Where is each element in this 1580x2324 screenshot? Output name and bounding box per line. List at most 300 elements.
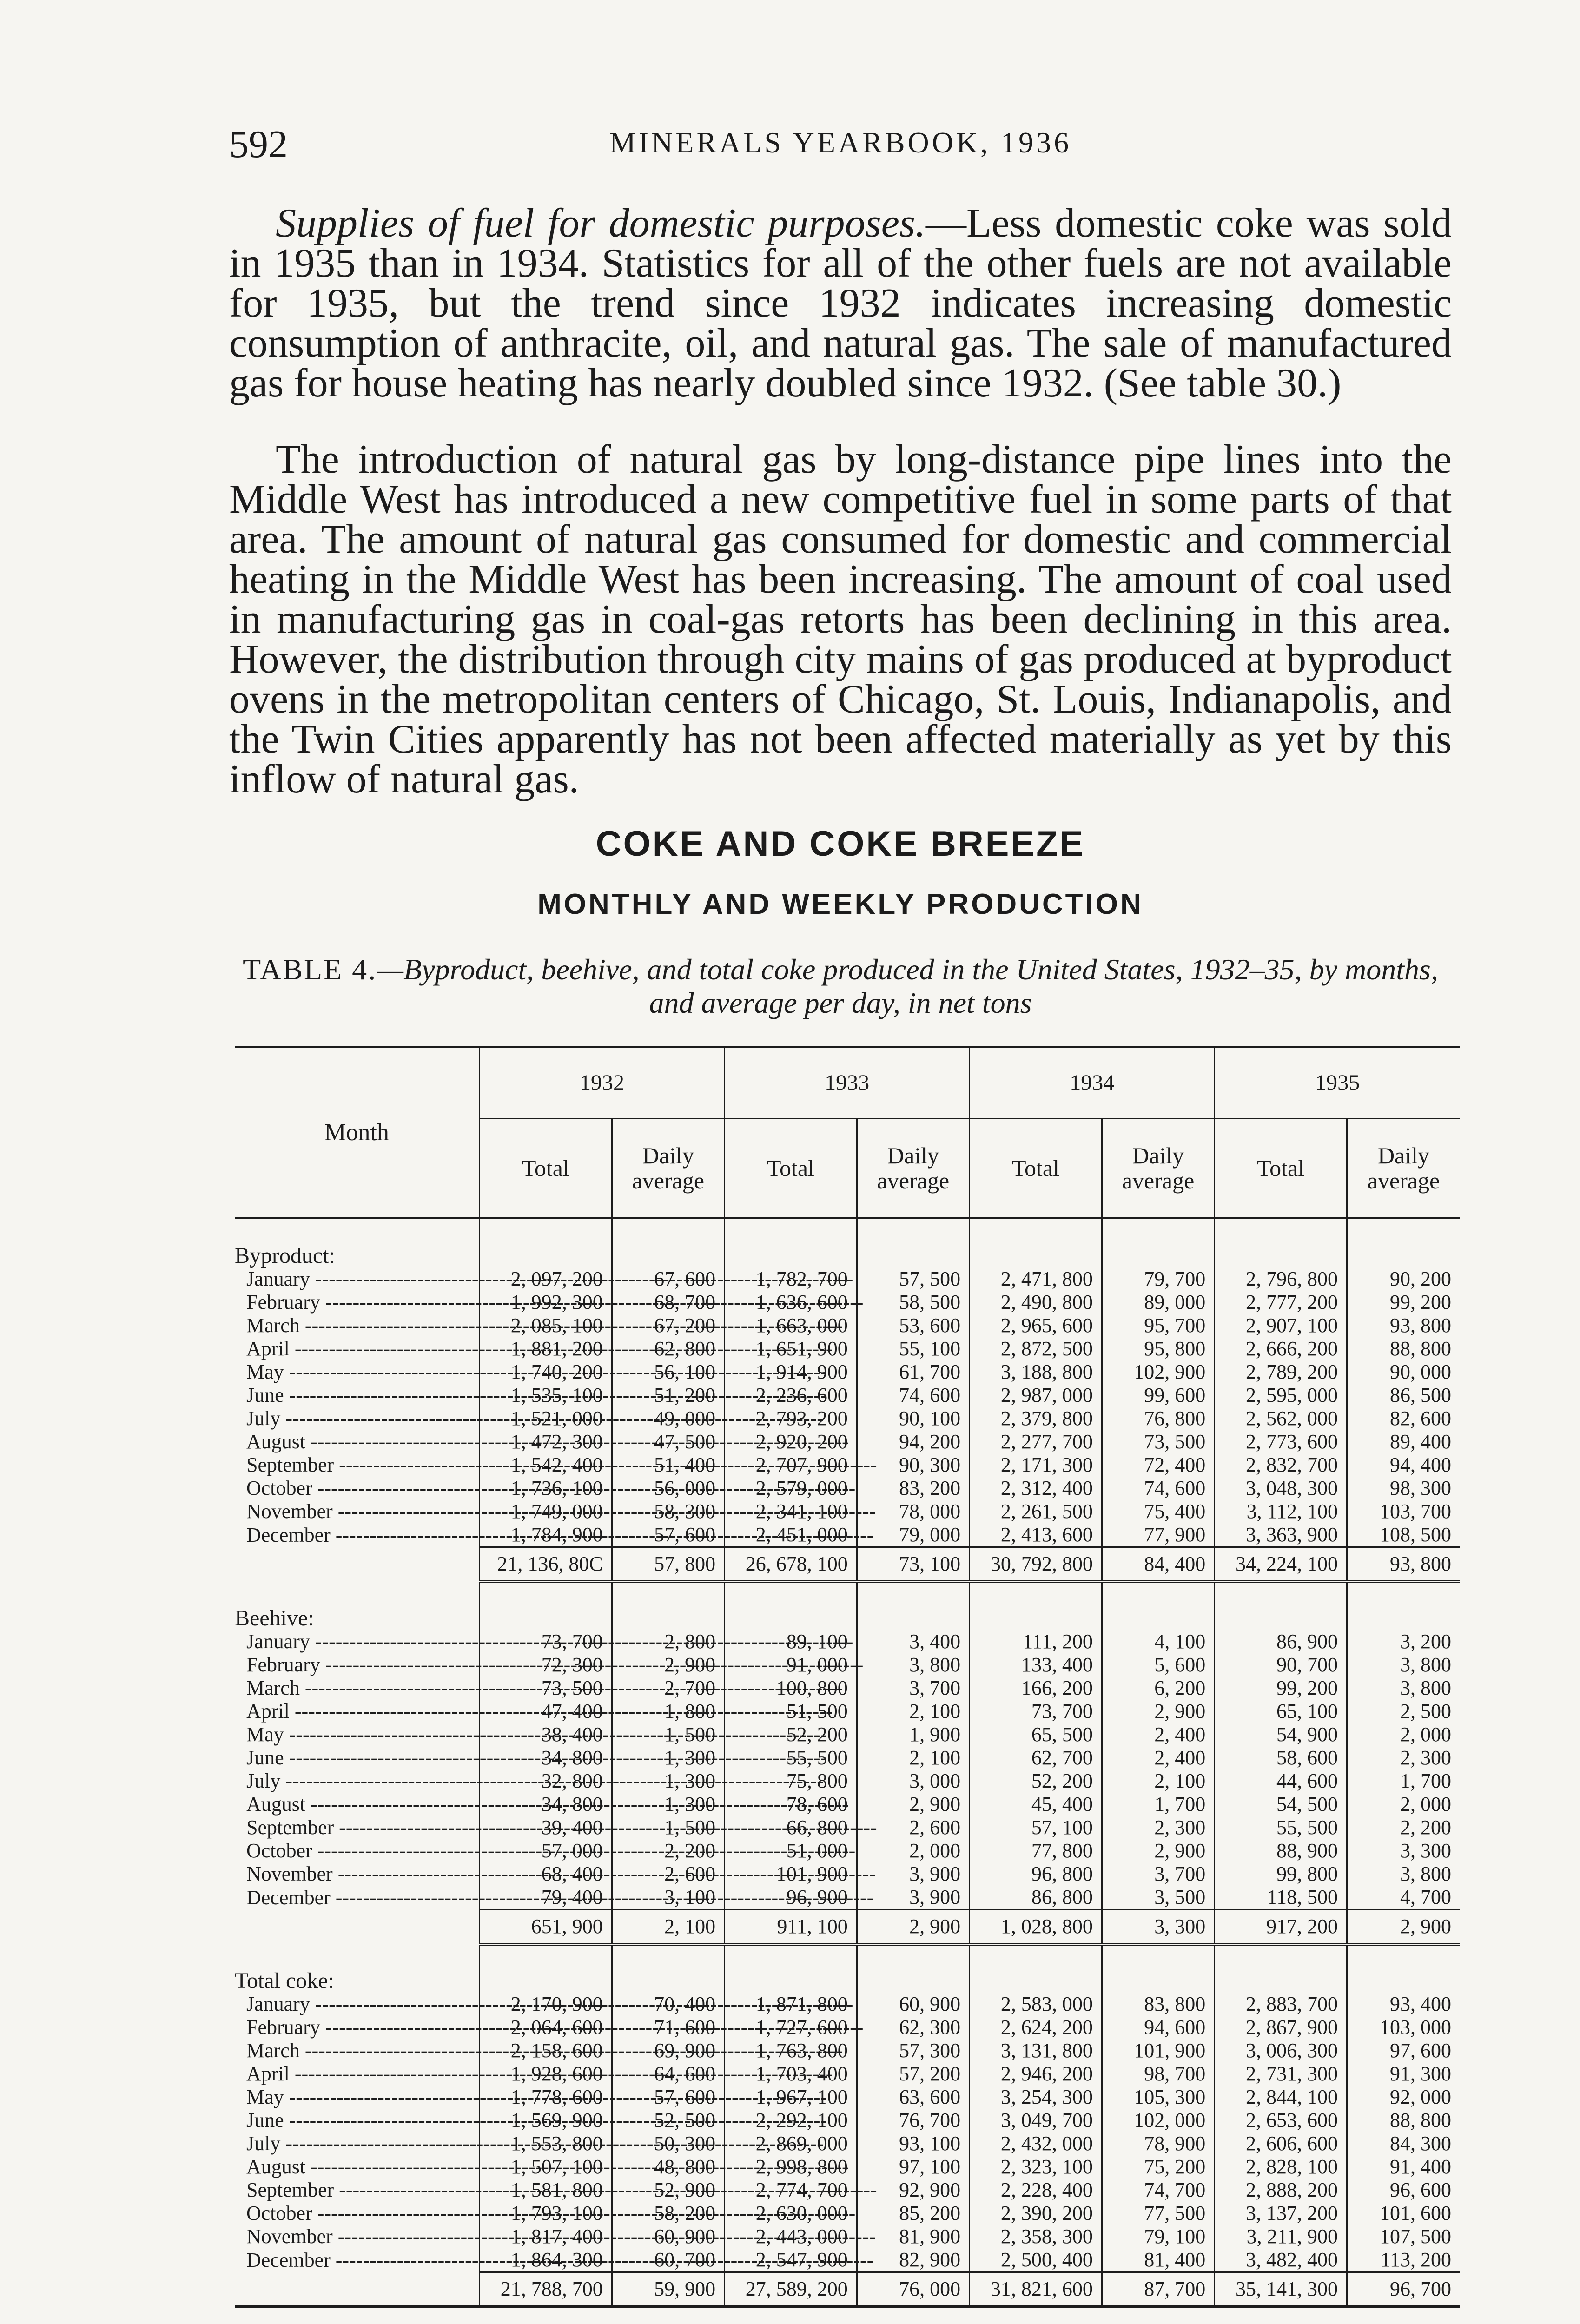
daily-average-cell: 3, 800 bbox=[1347, 1862, 1460, 1886]
group-daily-average-cell: 2, 100 bbox=[612, 1910, 724, 1945]
group-total-cell: 21, 136, 80C bbox=[480, 1547, 612, 1582]
total-cell: 2, 292, 100 bbox=[725, 2109, 857, 2132]
daily-average-column-header: Daily average bbox=[612, 1119, 724, 1218]
coke-production-table bbox=[235, 1046, 1460, 2308]
section-title: COKE AND COKE BREEZE bbox=[595, 824, 1085, 864]
daily-average-cell: 74, 600 bbox=[857, 1384, 969, 1407]
month-label: November ----- bbox=[246, 1500, 479, 1523]
total-cell: 2, 413, 600 bbox=[970, 1523, 1102, 1547]
total-cell: 79, 400 bbox=[480, 1886, 612, 1910]
month-cell bbox=[235, 1337, 480, 1360]
month-label: May ----- bbox=[246, 2086, 479, 2109]
daily-average-cell: 47, 500 bbox=[612, 1430, 724, 1453]
daily-average-cell: 71, 600 bbox=[612, 2016, 724, 2039]
daily-average-cell: 1, 900 bbox=[857, 1723, 969, 1746]
total-row-label-cell bbox=[235, 1910, 480, 1945]
daily-average-cell: 90, 200 bbox=[1347, 1268, 1460, 1291]
group-daily-average-cell: 76, 000 bbox=[857, 2272, 969, 2307]
group-total-cell: 21, 788, 700 bbox=[480, 2272, 612, 2307]
spacer-cell bbox=[612, 1218, 724, 1268]
total-cell: 1, 542, 400 bbox=[480, 1453, 612, 1477]
daily-average-cell: 57, 300 bbox=[857, 2039, 969, 2062]
total-cell: 1, 727, 600 bbox=[725, 2016, 857, 2039]
table-row bbox=[235, 1384, 1460, 1407]
group-total-cell: 26, 678, 100 bbox=[725, 1547, 857, 1582]
daily-average-cell: 76, 800 bbox=[1102, 1407, 1214, 1430]
group-total-cell: 35, 141, 300 bbox=[1215, 2272, 1347, 2307]
daily-average-cell: 68, 700 bbox=[612, 1291, 724, 1314]
total-row-label-cell bbox=[235, 1547, 480, 1582]
total-cell: 3, 211, 900 bbox=[1215, 2225, 1347, 2248]
paragraph-lead: Supplies of fuel for domestic purposes. bbox=[276, 201, 926, 246]
daily-average-cell: 3, 000 bbox=[857, 1769, 969, 1793]
daily-average-cell: 2, 100 bbox=[857, 1700, 969, 1723]
daily-average-cell: 79, 000 bbox=[857, 1523, 969, 1547]
spacer-cell bbox=[857, 1218, 969, 1268]
total-cell: 3, 112, 100 bbox=[1215, 1500, 1347, 1523]
total-cell: 38, 400 bbox=[480, 1723, 612, 1746]
table-row bbox=[235, 1653, 1460, 1677]
daily-average-column-header: Daily average bbox=[1347, 1119, 1460, 1218]
month-cell bbox=[235, 1723, 480, 1746]
daily-average-cell: 49, 000 bbox=[612, 1407, 724, 1430]
group-header-row bbox=[235, 1218, 1460, 1268]
total-cell: 54, 900 bbox=[1215, 1723, 1347, 1746]
daily-average-cell: 90, 100 bbox=[857, 1407, 969, 1430]
total-cell: 2, 883, 700 bbox=[1215, 1993, 1347, 2016]
group-total-cell: 651, 900 bbox=[480, 1910, 612, 1945]
table-row bbox=[235, 1291, 1460, 1314]
table-body bbox=[235, 1218, 1460, 2307]
year-header: 1932 bbox=[480, 1047, 725, 1119]
table-row bbox=[235, 1453, 1460, 1477]
daily-average-cell: 2, 900 bbox=[1102, 1700, 1214, 1723]
group-total-row bbox=[235, 2272, 1460, 2307]
total-cell: 78, 600 bbox=[725, 1793, 857, 1816]
total-cell: 68, 400 bbox=[480, 1862, 612, 1886]
group-label: Byproduct: bbox=[235, 1243, 335, 1268]
month-cell bbox=[235, 1384, 480, 1407]
table-row bbox=[235, 2179, 1460, 2202]
total-cell: 89, 100 bbox=[725, 1630, 857, 1653]
daily-average-cell: 75, 200 bbox=[1102, 2155, 1214, 2179]
total-cell: 2, 666, 200 bbox=[1215, 1337, 1347, 1360]
table-label: TABLE 4. bbox=[243, 953, 377, 986]
total-cell: 111, 200 bbox=[970, 1630, 1102, 1653]
month-label: June ----- bbox=[246, 1384, 479, 1407]
month-cell bbox=[235, 1314, 480, 1337]
spacer-cell bbox=[725, 1944, 857, 1993]
daily-average-cell: 63, 600 bbox=[857, 2086, 969, 2109]
daily-average-cell: 2, 000 bbox=[857, 1839, 969, 1862]
table-row bbox=[235, 2202, 1460, 2225]
spacer-cell bbox=[725, 1218, 857, 1268]
total-cell: 88, 900 bbox=[1215, 1839, 1347, 1862]
month-label: November ----- bbox=[246, 1862, 479, 1886]
total-cell: 2, 490, 800 bbox=[970, 1291, 1102, 1314]
daily-average-cell: 3, 800 bbox=[857, 1653, 969, 1677]
daily-average-cell: 81, 900 bbox=[857, 2225, 969, 2248]
daily-average-cell: 57, 600 bbox=[612, 2086, 724, 2109]
total-cell: 2, 312, 400 bbox=[970, 1477, 1102, 1500]
year-header: 1935 bbox=[1215, 1047, 1460, 1119]
daily-average-cell: 1, 300 bbox=[612, 1769, 724, 1793]
total-cell: 1, 793, 100 bbox=[480, 2202, 612, 2225]
spacer-cell bbox=[1215, 1582, 1347, 1630]
daily-average-cell: 67, 200 bbox=[612, 1314, 724, 1337]
daily-average-cell: 84, 300 bbox=[1347, 2132, 1460, 2155]
daily-average-cell: 1, 500 bbox=[612, 1723, 724, 1746]
daily-average-cell: 88, 800 bbox=[1347, 2109, 1460, 2132]
total-cell: 2, 844, 100 bbox=[1215, 2086, 1347, 2109]
total-cell: 45, 400 bbox=[970, 1793, 1102, 1816]
total-cell: 2, 920, 200 bbox=[725, 1430, 857, 1453]
daily-average-cell: 94, 400 bbox=[1347, 1453, 1460, 1477]
total-column-header: Total bbox=[480, 1119, 612, 1218]
spacer-cell bbox=[480, 1944, 612, 1993]
group-total-cell: 1, 028, 800 bbox=[970, 1910, 1102, 1945]
table-row bbox=[235, 1816, 1460, 1839]
daily-average-cell: 2, 600 bbox=[857, 1816, 969, 1839]
month-cell bbox=[235, 2202, 480, 2225]
daily-average-cell: 52, 500 bbox=[612, 2109, 724, 2132]
daily-average-cell: 2, 300 bbox=[1102, 1816, 1214, 1839]
total-cell: 1, 569, 900 bbox=[480, 2109, 612, 2132]
month-label: May ----- bbox=[246, 1723, 479, 1746]
daily-average-cell: 58, 300 bbox=[612, 1500, 724, 1523]
total-cell: 2, 547, 900 bbox=[725, 2248, 857, 2272]
daily-average-cell: 48, 800 bbox=[612, 2155, 724, 2179]
group-total-cell: 30, 792, 800 bbox=[970, 1547, 1102, 1582]
total-cell: 2, 277, 700 bbox=[970, 1430, 1102, 1453]
daily-average-cell: 98, 700 bbox=[1102, 2062, 1214, 2086]
total-cell: 52, 200 bbox=[970, 1769, 1102, 1793]
year-header: 1934 bbox=[970, 1047, 1215, 1119]
daily-average-cell: 2, 700 bbox=[612, 1677, 724, 1700]
total-cell: 1, 992, 300 bbox=[480, 1291, 612, 1314]
daily-average-cell: 69, 900 bbox=[612, 2039, 724, 2062]
daily-average-cell: 60, 900 bbox=[857, 1993, 969, 2016]
month-cell bbox=[235, 1630, 480, 1653]
month-cell bbox=[235, 1746, 480, 1769]
total-cell: 1, 651, 900 bbox=[725, 1337, 857, 1360]
daily-average-cell: 1, 800 bbox=[612, 1700, 724, 1723]
total-cell: 2, 170, 900 bbox=[480, 1993, 612, 2016]
month-label: April ----- bbox=[246, 1337, 479, 1360]
total-cell: 2, 358, 300 bbox=[970, 2225, 1102, 2248]
table-row bbox=[235, 1677, 1460, 1700]
table-row bbox=[235, 2132, 1460, 2155]
month-label: December ----- bbox=[246, 1524, 479, 1547]
total-cell: 1, 782, 700 bbox=[725, 1268, 857, 1291]
total-cell: 2, 562, 000 bbox=[1215, 1407, 1347, 1430]
group-total-row bbox=[235, 1910, 1460, 1945]
daily-average-cell: 101, 600 bbox=[1347, 2202, 1460, 2225]
total-cell: 1, 736, 100 bbox=[480, 1477, 612, 1500]
total-cell: 2, 789, 200 bbox=[1215, 1360, 1347, 1384]
daily-average-cell: 78, 900 bbox=[1102, 2132, 1214, 2155]
total-cell: 3, 131, 800 bbox=[970, 2039, 1102, 2062]
total-cell: 3, 049, 700 bbox=[970, 2109, 1102, 2132]
daily-average-cell: 102, 000 bbox=[1102, 2109, 1214, 2132]
daily-average-cell: 2, 200 bbox=[1347, 1816, 1460, 1839]
daily-average-column-header: Daily average bbox=[857, 1119, 969, 1218]
daily-average-cell: 92, 000 bbox=[1347, 2086, 1460, 2109]
total-cell: 2, 341, 100 bbox=[725, 1500, 857, 1523]
total-cell: 73, 700 bbox=[970, 1700, 1102, 1723]
daily-average-cell: 51, 200 bbox=[612, 1384, 724, 1407]
total-cell: 2, 888, 200 bbox=[1215, 2179, 1347, 2202]
total-cell: 1, 553, 800 bbox=[480, 2132, 612, 2155]
daily-average-cell: 3, 900 bbox=[857, 1886, 969, 1910]
daily-average-cell: 60, 900 bbox=[612, 2225, 724, 2248]
table-row bbox=[235, 1500, 1460, 1523]
total-cell: 57, 000 bbox=[480, 1839, 612, 1862]
daily-average-cell: 3, 700 bbox=[1102, 1862, 1214, 1886]
month-label: January ----- bbox=[246, 1268, 479, 1291]
group-daily-average-cell: 96, 700 bbox=[1347, 2272, 1460, 2307]
total-cell: 2, 774, 700 bbox=[725, 2179, 857, 2202]
daily-average-cell: 62, 300 bbox=[857, 2016, 969, 2039]
total-cell: 2, 171, 300 bbox=[970, 1453, 1102, 1477]
total-cell: 3, 006, 300 bbox=[1215, 2039, 1347, 2062]
month-cell bbox=[235, 2155, 480, 2179]
total-cell: 54, 500 bbox=[1215, 1793, 1347, 1816]
total-cell: 1, 914, 900 bbox=[725, 1360, 857, 1384]
daily-average-cell: 6, 200 bbox=[1102, 1677, 1214, 1700]
month-cell bbox=[235, 1677, 480, 1700]
group-daily-average-cell: 3, 300 bbox=[1102, 1910, 1214, 1945]
daily-average-cell: 93, 400 bbox=[1347, 1993, 1460, 2016]
table-row bbox=[235, 1360, 1460, 1384]
group-label: Total coke: bbox=[235, 1968, 334, 1993]
total-cell: 65, 500 bbox=[970, 1723, 1102, 1746]
daily-average-cell: 2, 800 bbox=[612, 1630, 724, 1653]
month-label: September ----- bbox=[246, 2179, 479, 2202]
month-label: March ----- bbox=[246, 1314, 479, 1337]
daily-average-cell: 3, 500 bbox=[1102, 1886, 1214, 1910]
daily-average-cell: 78, 000 bbox=[857, 1500, 969, 1523]
month-label: February ----- bbox=[246, 1291, 479, 1314]
total-cell: 55, 500 bbox=[725, 1746, 857, 1769]
daily-average-cell: 82, 900 bbox=[857, 2248, 969, 2272]
table-row bbox=[235, 2086, 1460, 2109]
table-row bbox=[235, 1993, 1460, 2016]
total-cell: 2, 869, 000 bbox=[725, 2132, 857, 2155]
daily-average-cell: 61, 700 bbox=[857, 1360, 969, 1384]
spacer-cell bbox=[857, 1944, 969, 1993]
daily-average-cell: 99, 600 bbox=[1102, 1384, 1214, 1407]
daily-average-cell: 90, 000 bbox=[1347, 1360, 1460, 1384]
daily-average-cell: 79, 100 bbox=[1102, 2225, 1214, 2248]
total-cell: 2, 731, 300 bbox=[1215, 2062, 1347, 2086]
daily-average-cell: 57, 200 bbox=[857, 2062, 969, 2086]
month-label: May ----- bbox=[246, 1360, 479, 1384]
table-row bbox=[235, 1630, 1460, 1653]
total-cell: 2, 236, 600 bbox=[725, 1384, 857, 1407]
table-row bbox=[235, 2248, 1460, 2272]
total-cell: 86, 900 bbox=[1215, 1630, 1347, 1653]
month-cell bbox=[235, 1268, 480, 1291]
table-row bbox=[235, 1723, 1460, 1746]
total-cell: 1, 784, 900 bbox=[480, 1523, 612, 1547]
total-cell: 2, 907, 100 bbox=[1215, 1314, 1347, 1337]
spacer-cell bbox=[480, 1582, 612, 1630]
total-cell: 2, 867, 900 bbox=[1215, 2016, 1347, 2039]
total-cell: 90, 700 bbox=[1215, 1653, 1347, 1677]
daily-average-cell: 2, 100 bbox=[857, 1746, 969, 1769]
total-cell: 1, 967, 100 bbox=[725, 2086, 857, 2109]
total-cell: 2, 872, 500 bbox=[970, 1337, 1102, 1360]
total-cell: 3, 363, 900 bbox=[1215, 1523, 1347, 1547]
daily-average-column-header: Daily average bbox=[1102, 1119, 1214, 1218]
daily-average-cell: 2, 000 bbox=[1347, 1793, 1460, 1816]
daily-average-cell: 2, 900 bbox=[857, 1793, 969, 1816]
daily-average-cell: 3, 400 bbox=[857, 1630, 969, 1653]
total-cell: 73, 500 bbox=[480, 1677, 612, 1700]
total-cell: 2, 158, 600 bbox=[480, 2039, 612, 2062]
group-daily-average-cell: 2, 900 bbox=[1347, 1910, 1460, 1945]
daily-average-cell: 102, 900 bbox=[1102, 1360, 1214, 1384]
spacer-cell bbox=[857, 1582, 969, 1630]
total-cell: 99, 800 bbox=[1215, 1862, 1347, 1886]
group-daily-average-cell: 93, 800 bbox=[1347, 1547, 1460, 1582]
daily-average-cell: 2, 600 bbox=[612, 1862, 724, 1886]
total-cell: 96, 800 bbox=[970, 1862, 1102, 1886]
daily-average-cell: 1, 500 bbox=[612, 1816, 724, 1839]
daily-average-cell: 88, 800 bbox=[1347, 1337, 1460, 1360]
daily-average-cell: 2, 400 bbox=[1102, 1723, 1214, 1746]
daily-average-cell: 58, 200 bbox=[612, 2202, 724, 2225]
year-header: 1933 bbox=[725, 1047, 970, 1119]
spacer-cell bbox=[1347, 1582, 1460, 1630]
daily-average-cell: 2, 500 bbox=[1347, 1700, 1460, 1723]
total-cell: 1, 749, 000 bbox=[480, 1500, 612, 1523]
daily-average-cell: 83, 800 bbox=[1102, 1993, 1214, 2016]
table-caption bbox=[229, 953, 1452, 1020]
month-cell bbox=[235, 1430, 480, 1453]
total-cell: 2, 998, 800 bbox=[725, 2155, 857, 2179]
daily-average-cell: 79, 700 bbox=[1102, 1268, 1214, 1291]
table-row bbox=[235, 1886, 1460, 1910]
month-cell bbox=[235, 1700, 480, 1723]
month-cell bbox=[235, 1500, 480, 1523]
daily-average-cell: 95, 800 bbox=[1102, 1337, 1214, 1360]
total-cell: 2, 261, 500 bbox=[970, 1500, 1102, 1523]
daily-average-cell: 107, 500 bbox=[1347, 2225, 1460, 2248]
daily-average-cell: 50, 300 bbox=[612, 2132, 724, 2155]
daily-average-cell: 3, 300 bbox=[1347, 1839, 1460, 1862]
total-cell: 2, 777, 200 bbox=[1215, 1291, 1347, 1314]
month-label: September ----- bbox=[246, 1453, 479, 1477]
total-cell: 133, 400 bbox=[970, 1653, 1102, 1677]
daily-average-cell: 52, 900 bbox=[612, 2179, 724, 2202]
total-cell: 32, 800 bbox=[480, 1769, 612, 1793]
daily-average-cell: 103, 000 bbox=[1347, 2016, 1460, 2039]
total-cell: 47, 400 bbox=[480, 1700, 612, 1723]
daily-average-cell: 4, 700 bbox=[1347, 1886, 1460, 1910]
month-cell bbox=[235, 1839, 480, 1862]
daily-average-cell: 57, 600 bbox=[612, 1523, 724, 1547]
total-cell: 2, 500, 400 bbox=[970, 2248, 1102, 2272]
daily-average-cell: 64, 600 bbox=[612, 2062, 724, 2086]
total-cell: 1, 663, 000 bbox=[725, 1314, 857, 1337]
total-cell: 2, 471, 800 bbox=[970, 1268, 1102, 1291]
month-cell bbox=[235, 2086, 480, 2109]
daily-average-cell: 60, 700 bbox=[612, 2248, 724, 2272]
page-number: 592 bbox=[229, 123, 288, 166]
daily-average-cell: 113, 200 bbox=[1347, 2248, 1460, 2272]
month-label: April ----- bbox=[246, 2062, 479, 2086]
month-label: March ----- bbox=[246, 2039, 479, 2062]
total-cell: 1, 928, 600 bbox=[480, 2062, 612, 2086]
total-column-header: Total bbox=[1215, 1119, 1347, 1218]
month-label: January ----- bbox=[246, 1630, 479, 1653]
total-cell: 100, 800 bbox=[725, 1677, 857, 1700]
total-cell: 2, 793, 200 bbox=[725, 1407, 857, 1430]
total-cell: 55, 500 bbox=[1215, 1816, 1347, 1839]
table-row bbox=[235, 1700, 1460, 1723]
total-cell: 2, 085, 100 bbox=[480, 1314, 612, 1337]
daily-average-cell: 5, 600 bbox=[1102, 1653, 1214, 1677]
group-total-cell: 917, 200 bbox=[1215, 1910, 1347, 1945]
group-header-row bbox=[235, 1582, 1460, 1630]
total-cell: 77, 800 bbox=[970, 1839, 1102, 1862]
month-cell bbox=[235, 1769, 480, 1793]
table-row bbox=[235, 1407, 1460, 1430]
daily-average-cell: 94, 600 bbox=[1102, 2016, 1214, 2039]
running-title: MINERALS YEARBOOK, 1936 bbox=[609, 126, 1072, 159]
total-cell: 1, 581, 800 bbox=[480, 2179, 612, 2202]
total-cell: 2, 579, 000 bbox=[725, 1477, 857, 1500]
total-cell: 2, 451, 000 bbox=[725, 1523, 857, 1547]
daily-average-cell: 93, 800 bbox=[1347, 1314, 1460, 1337]
group-daily-average-cell: 59, 900 bbox=[612, 2272, 724, 2307]
total-cell: 2, 653, 600 bbox=[1215, 2109, 1347, 2132]
total-cell: 1, 763, 800 bbox=[725, 2039, 857, 2062]
daily-average-cell: 89, 000 bbox=[1102, 1291, 1214, 1314]
daily-average-cell: 62, 800 bbox=[612, 1337, 724, 1360]
spacer-cell bbox=[1102, 1582, 1214, 1630]
total-cell: 1, 817, 400 bbox=[480, 2225, 612, 2248]
total-column-header: Total bbox=[970, 1119, 1102, 1218]
paragraph-body: The introduction of natural gas by long-distance pipe lines into the Middle West has introduced a new competitive fuel in some parts of that area. The amount of natural gas consumed for domestic and commercial heating in the Middle West has been increasing. The amount of coal used in manufacturing gas in coal-gas retorts has been declining in this area. However, the distribution through city mains of gas produced at byproduct ovens in the metropolitan centers of Chicago, St. Louis, Indianapolis, and the Twin Cities apparently has not been affected materially as yet by this inflow of natural gas. bbox=[229, 437, 1452, 802]
table-row bbox=[235, 1268, 1460, 1291]
total-cell: 39, 400 bbox=[480, 1816, 612, 1839]
total-cell: 2, 987, 000 bbox=[970, 1384, 1102, 1407]
total-cell: 34, 800 bbox=[480, 1746, 612, 1769]
total-cell: 2, 228, 400 bbox=[970, 2179, 1102, 2202]
spacer-cell bbox=[612, 1944, 724, 1993]
month-label: December ----- bbox=[246, 2249, 479, 2272]
month-label: August ----- bbox=[246, 2155, 479, 2179]
total-cell: 3, 048, 300 bbox=[1215, 1477, 1347, 1500]
daily-average-cell: 89, 400 bbox=[1347, 1430, 1460, 1453]
total-cell: 2, 630, 000 bbox=[725, 2202, 857, 2225]
section-subtitle: MONTHLY AND WEEKLY PRODUCTION bbox=[537, 888, 1144, 920]
daily-average-cell: 1, 700 bbox=[1347, 1769, 1460, 1793]
total-cell: 1, 740, 200 bbox=[480, 1360, 612, 1384]
daily-average-cell: 86, 500 bbox=[1347, 1384, 1460, 1407]
daily-average-cell: 58, 500 bbox=[857, 1291, 969, 1314]
total-cell: 72, 300 bbox=[480, 1653, 612, 1677]
total-cell: 2, 828, 100 bbox=[1215, 2155, 1347, 2179]
month-cell bbox=[235, 1816, 480, 1839]
total-cell: 2, 606, 600 bbox=[1215, 2132, 1347, 2155]
daily-average-cell: 3, 800 bbox=[1347, 1677, 1460, 1700]
month-cell bbox=[235, 1993, 480, 2016]
group-total-cell: 34, 224, 100 bbox=[1215, 1547, 1347, 1582]
